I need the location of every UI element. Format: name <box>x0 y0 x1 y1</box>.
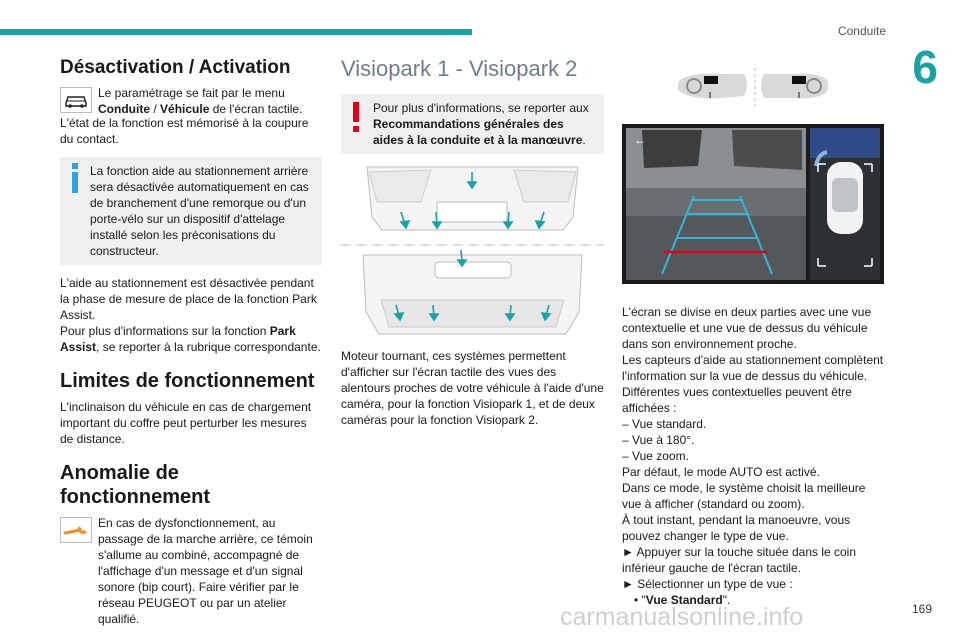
anomaly-paragraph <box>60 515 322 627</box>
col3-line-8: Dans ce mode, le système choisit la meilleure vue à afficher (standard ou zoom). <box>622 481 866 511</box>
col3-line-2: Les capteurs d'aide au stationnement complètent l'information sur la vue de dessus du véhicule. <box>622 353 884 383</box>
column-right <box>622 56 884 608</box>
col3-line-4: – Vue standard. <box>622 417 707 431</box>
menu-sep: / <box>150 102 161 116</box>
car-icon <box>60 87 92 113</box>
view-standard-bullet: • "Vue Standard". <box>634 593 731 607</box>
col3-line-9: À tout instant, pendant la manoeuvre, vous pouvez changer le type de vue. <box>622 513 851 543</box>
memory-text: L'état de la fonction est mémorisé à la coupure du contact. <box>60 116 309 146</box>
menu-vehicule: Véhicule <box>160 102 210 116</box>
camera-screen-figure <box>622 66 884 296</box>
visiopark-description: Moteur tournant, ces systèmes permettent d'afficher sur l'écran tactile des vues des alentours proches de votre véhicule à l'aide d'une caméra, pour la fonction Visiopark 1, et de deux caméras pour la fonction Visiopark 2. <box>341 349 604 427</box>
col3-line-10: ► Appuyer sur la touche située dans le coin inférieur gauche de l'écran tactile. <box>622 545 857 575</box>
menu-text-post: de l'écran tactile. <box>209 102 303 116</box>
col3-line-1: L'écran se divise en deux parties avec une vue contextuelle et une vue de dessus du véhicule dans son environnement proche. <box>622 305 872 351</box>
steering-wheel-icons <box>678 68 828 106</box>
park-assist-text: L'aide au stationnement est désactivée pendant la phase de mesure de place de la fonction Park Assist. <box>60 276 317 322</box>
menu-paragraph <box>60 85 322 117</box>
heading-deactivation: Désactivation / Activation <box>60 57 291 78</box>
warning-text: Pour plus d'informations, se reporter aux Recommandations générales des aides à la conduite et à la manœuvre. <box>373 101 589 147</box>
column-left <box>60 56 322 627</box>
info-box <box>60 157 322 265</box>
back-arrow-icon: ← <box>634 133 646 147</box>
heading-limits: Limites de fonctionnement <box>60 370 315 392</box>
column-middle <box>341 56 604 428</box>
info-icon <box>68 163 82 193</box>
menu-conduite: Conduite <box>98 102 150 116</box>
warning-box <box>341 94 604 154</box>
limits-text: L'inclinaison du véhicule en cas de chargement important du coffre peut perturber les mesures de distance. <box>60 400 312 446</box>
menu-text-pre: Le paramétrage se fait par le menu <box>98 86 285 100</box>
col3-line-6: – Vue zoom. <box>622 449 689 463</box>
anomaly-text: En cas de dysfonctionnement, au passage de la marche arrière, ce témoin s'allume au combiné, accompagné de l'affichage d'un message et d'un signal sonore (bip court). Faire vérifier par le réseau PEUGEOT ou par un atelier qualifié. <box>98 516 313 626</box>
col3-line-5: – Vue à 180°. <box>622 433 695 447</box>
col3-line-7: Par défaut, le mode AUTO est activé. <box>622 465 820 479</box>
camera-location-diagram <box>341 162 604 338</box>
chapter-number: 6 <box>912 41 938 93</box>
heading-anomaly: Anomalie de fonctionnement <box>60 462 210 508</box>
warning-icon <box>351 102 361 132</box>
watermark: carmanualsonline.info <box>560 603 804 631</box>
page-number: 169 <box>911 602 932 616</box>
park-assist-ref: Pour plus d'informations sur la fonction Park Assist, se reporter à la rubrique correspondante. <box>60 324 321 354</box>
section-name: Conduite <box>837 24 886 38</box>
wrench-warning-icon <box>60 517 92 543</box>
col3-line-11: ► Sélectionner un type de vue : <box>622 577 793 591</box>
info-text: La fonction aide au stationnement arrière sera désactivée automatiquement en cas de branchement d'une remorque ou d'un porte-vélo sur un dispositif d'attelage installé selon les préconisations du constructeur. <box>90 164 309 258</box>
col3-line-3: Différentes vues contextuelles peuvent être affichées : <box>622 385 852 415</box>
chapter-progress-bar <box>0 29 472 35</box>
heading-visiopark: Visiopark 1 - Visiopark 2 <box>341 56 578 81</box>
